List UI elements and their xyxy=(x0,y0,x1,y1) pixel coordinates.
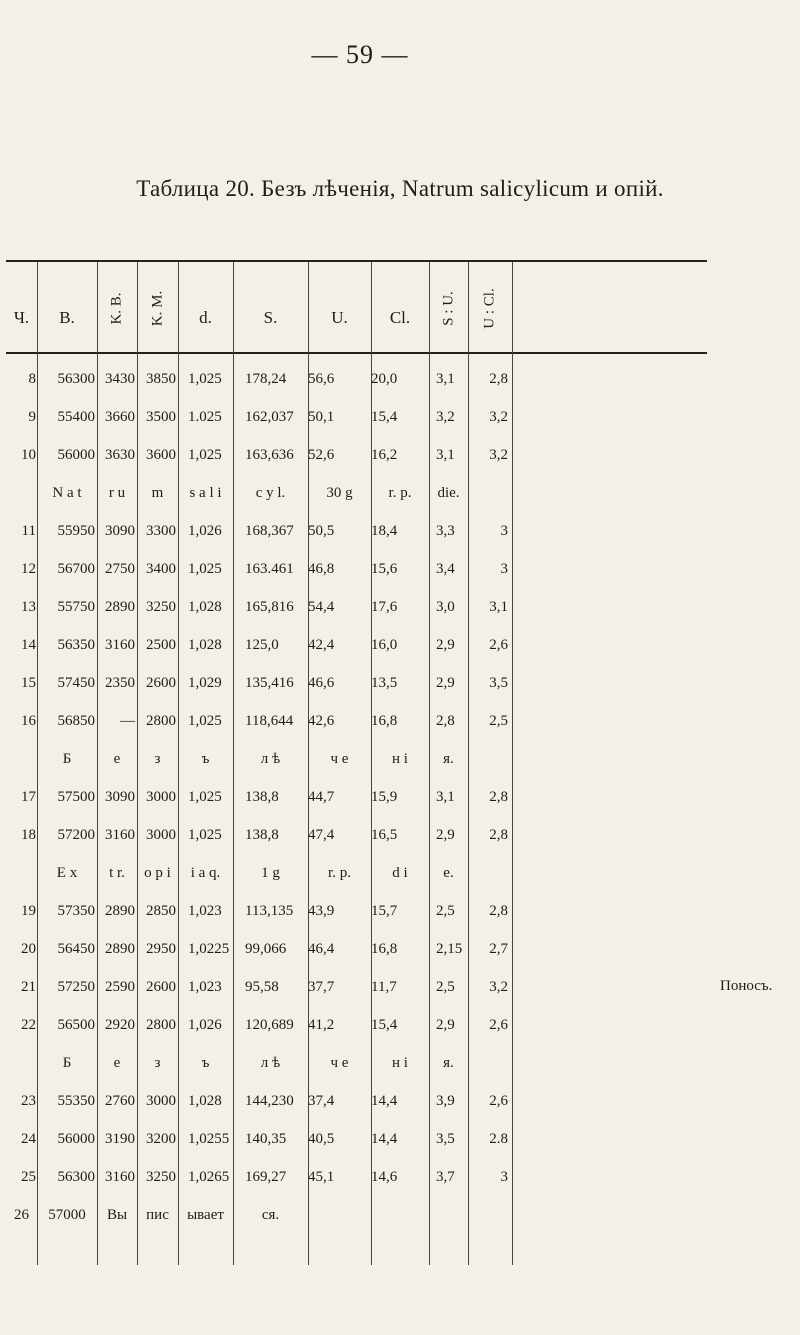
table-cell: 2500 xyxy=(146,637,176,653)
table-cell: я. xyxy=(443,1055,454,1071)
table-cell: Б xyxy=(62,1055,72,1071)
table-cell: 1,026 xyxy=(188,523,222,539)
table-cell: 20,0 xyxy=(371,371,398,387)
table-cell: 16,8 xyxy=(371,713,398,729)
table-cell: 42,6 xyxy=(308,713,335,729)
table-cell: t r. xyxy=(109,865,125,881)
table-cell: ся. xyxy=(261,1207,280,1223)
table-cell: 56500 xyxy=(57,1017,95,1033)
table-cell: 2,6 xyxy=(489,1093,508,1109)
table-cell: з xyxy=(154,751,161,767)
column-rule xyxy=(512,262,513,1265)
table-cell: o p i xyxy=(144,865,171,881)
table-cell: 3,1 xyxy=(489,599,508,615)
table-cell: r. p. xyxy=(328,865,351,881)
table-cell: 1,029 xyxy=(188,675,222,691)
table-cell: 3 xyxy=(500,561,508,577)
table-cell: ывает xyxy=(187,1207,224,1223)
table-cell: s a l i xyxy=(189,485,222,501)
table-cell: 3,1 xyxy=(436,371,455,387)
table-cell: 15,4 xyxy=(371,409,398,425)
table-cell: 165,816 xyxy=(245,599,294,615)
table-cell: 3 xyxy=(500,1169,508,1185)
table-cell: 2350 xyxy=(105,675,135,691)
table-cell: 3,4 xyxy=(436,561,455,577)
table-cell: 1,0255 xyxy=(188,1131,230,1147)
table-cell: 55750 xyxy=(57,599,95,615)
table-cell: e. xyxy=(443,865,454,881)
table-cell: 1,0265 xyxy=(188,1169,230,1185)
table-cell: 44,7 xyxy=(308,789,335,805)
table-cell: 55950 xyxy=(57,523,95,539)
row-note: Поносъ. xyxy=(720,978,773,994)
table-cell: 40,5 xyxy=(308,1131,335,1147)
table-cell: 13,5 xyxy=(371,675,398,691)
table-cell: 47,4 xyxy=(308,827,335,843)
table-title: Таблица 20. Безъ лѣченія, Natrum salicylicum и опій. xyxy=(136,176,664,201)
table-cell: л ѣ xyxy=(260,751,281,767)
table-cell: 163,636 xyxy=(245,447,294,463)
table-cell: 3250 xyxy=(146,1169,176,1185)
table-cell: 120,689 xyxy=(245,1017,294,1033)
table-cell: Вы xyxy=(106,1207,128,1223)
table-cell: 1,025 xyxy=(188,713,222,729)
table-cell: 2,5 xyxy=(489,713,508,729)
table-cell: 2,7 xyxy=(489,941,508,957)
table-cell: 2,8 xyxy=(436,713,455,729)
table-cell: 54,4 xyxy=(308,599,335,615)
table-cell: 13 xyxy=(21,599,36,615)
table-cell: 2,9 xyxy=(436,637,455,653)
table-cell: 1,025 xyxy=(188,447,222,463)
table-cell: 21 xyxy=(21,979,36,995)
table-cell: — xyxy=(120,713,135,729)
table-cell: 2600 xyxy=(146,979,176,995)
table-cell: 9 xyxy=(28,409,36,425)
table-cell: 2890 xyxy=(105,599,135,615)
table-cell: 17,6 xyxy=(371,599,398,615)
table-cell: л ѣ xyxy=(260,1055,281,1071)
table-cell: i a q. xyxy=(190,865,221,881)
table-cell: пис xyxy=(146,1207,169,1223)
table-cell: 1,026 xyxy=(188,1017,222,1033)
table-cell: 56300 xyxy=(57,371,95,387)
table-cell: 23 xyxy=(21,1093,36,1109)
table-cell: 19 xyxy=(21,903,36,919)
table-cell: 95,58 xyxy=(245,979,279,995)
table-cell: 30 g xyxy=(326,485,353,501)
table-cell: 56000 xyxy=(57,1131,95,1147)
table-cell: N a t xyxy=(52,485,82,501)
column-header: K. B. xyxy=(108,292,125,325)
table-cell: 3,2 xyxy=(489,409,508,425)
table-cell: 18,4 xyxy=(371,523,398,539)
table-cell: 50,5 xyxy=(308,523,335,539)
table-cell: 26 xyxy=(14,1207,29,1223)
table-cell: ч е xyxy=(330,751,349,767)
table-cell: 56850 xyxy=(57,713,95,729)
table-cell: 3,3 xyxy=(436,523,455,539)
table-cell: 2,6 xyxy=(489,637,508,653)
table-cell: 56300 xyxy=(57,1169,95,1185)
table-cell: 2,8 xyxy=(489,827,508,843)
table-cell: die. xyxy=(437,485,460,501)
table-cell: 3160 xyxy=(105,637,135,653)
table-cell: 56,6 xyxy=(308,371,335,387)
table-cell: н і xyxy=(392,751,408,767)
table-cell: 2,8 xyxy=(489,371,508,387)
table-cell: 1 g xyxy=(261,865,280,881)
table-cell: Б xyxy=(62,751,72,767)
table-cell: 178,24 xyxy=(245,371,287,387)
table-cell: з xyxy=(154,1055,161,1071)
table-cell: 138,8 xyxy=(245,827,279,843)
table-cell: 16,5 xyxy=(371,827,398,843)
table-cell: 2890 xyxy=(105,903,135,919)
table-cell: 57000 xyxy=(48,1207,86,1223)
table-cell: 15 xyxy=(21,675,36,691)
table-cell: 138,8 xyxy=(245,789,279,805)
table-cell: 24 xyxy=(21,1131,36,1147)
table-cell: 3160 xyxy=(105,827,135,843)
column-header: d. xyxy=(199,308,212,327)
table-cell: 15,6 xyxy=(371,561,398,577)
table-cell: 2850 xyxy=(146,903,176,919)
page-number: — 59 — xyxy=(311,40,409,69)
table-cell: 2,9 xyxy=(436,675,455,691)
table-cell: 15,9 xyxy=(371,789,398,805)
table-cell: 2800 xyxy=(146,713,176,729)
table-cell: 43,9 xyxy=(308,903,335,919)
table-cell: 41,2 xyxy=(308,1017,335,1033)
table-cell: 3,1 xyxy=(436,789,455,805)
table-cell: 3,9 xyxy=(436,1093,455,1109)
table-cell: 56000 xyxy=(57,447,95,463)
table-cell: 3660 xyxy=(105,409,135,425)
table-cell: 113,135 xyxy=(245,903,294,919)
table-cell: 57450 xyxy=(57,675,95,691)
table-cell: m xyxy=(151,485,164,501)
table-cell: 56350 xyxy=(57,637,95,653)
table-cell: 3000 xyxy=(146,789,176,805)
table-cell: 3000 xyxy=(146,1093,176,1109)
table-cell: 144,230 xyxy=(245,1093,294,1109)
table-cell: 2,9 xyxy=(436,1017,455,1033)
table-cell: 15,7 xyxy=(371,903,398,919)
table-cell: 22 xyxy=(21,1017,36,1033)
table-cell: е xyxy=(113,1055,121,1071)
table-cell: н і xyxy=(392,1055,408,1071)
table-cell: 3,5 xyxy=(489,675,508,691)
table-cell: е xyxy=(113,751,121,767)
column-header: Cl. xyxy=(389,308,411,327)
table-cell: 45,1 xyxy=(308,1169,335,1185)
table-cell: 3090 xyxy=(105,789,135,805)
table-cell: 2.8 xyxy=(489,1131,508,1147)
table-cell: 42,4 xyxy=(308,637,335,653)
column-header: U : Cl. xyxy=(481,288,498,329)
table-cell: 55350 xyxy=(57,1093,95,1109)
table-cell: 2750 xyxy=(105,561,135,577)
table-cell: 118,644 xyxy=(245,713,294,729)
table-cell: r. p. xyxy=(388,485,412,501)
table-cell: 16 xyxy=(21,713,36,729)
table-cell: 3,1 xyxy=(436,447,455,463)
table-cell: 1,023 xyxy=(188,903,222,919)
table-cell: ч е xyxy=(330,1055,349,1071)
table-cell: 15,4 xyxy=(371,1017,398,1033)
table-cell: 3,5 xyxy=(436,1131,455,1147)
column-header: S. xyxy=(263,308,278,327)
column-header: Ч. xyxy=(13,308,30,327)
table-cell: 16,0 xyxy=(371,637,398,653)
column-header: S : U. xyxy=(440,291,456,326)
table-cell: 1,025 xyxy=(188,561,222,577)
table-cell: r u xyxy=(108,485,126,501)
table-cell: 1,025 xyxy=(188,371,222,387)
table-cell: 3250 xyxy=(146,599,176,615)
table-cell: E x xyxy=(56,865,78,881)
table-cell: 55400 xyxy=(57,409,95,425)
table-cell: 56700 xyxy=(57,561,95,577)
table-cell: ъ xyxy=(201,751,210,767)
table-cell: 8 xyxy=(28,371,36,387)
table-cell: 57350 xyxy=(57,903,95,919)
table-cell: 2,5 xyxy=(436,903,455,919)
table-cell: 20 xyxy=(21,941,36,957)
table-cell: 57250 xyxy=(57,979,95,995)
table-cell: 2890 xyxy=(105,941,135,957)
table-cell: 163.461 xyxy=(245,561,294,577)
table-cell: 16,2 xyxy=(371,447,398,463)
table-cell: 3160 xyxy=(105,1169,135,1185)
table-cell: 1,028 xyxy=(188,637,222,653)
table-cell: 2590 xyxy=(105,979,135,995)
table-cell: c y l. xyxy=(255,485,286,501)
table-cell: 46,4 xyxy=(308,941,335,957)
table-cell: 1,0225 xyxy=(188,941,230,957)
table-cell: 168,367 xyxy=(245,523,294,539)
table-cell: 52,6 xyxy=(308,447,335,463)
table-cell: 2,15 xyxy=(436,941,463,957)
column-header: B. xyxy=(59,308,75,327)
table-cell: 1,025 xyxy=(188,789,222,805)
column-header: K. M. xyxy=(149,290,165,327)
table-cell: 2,5 xyxy=(436,979,455,995)
table-cell: 2760 xyxy=(105,1093,135,1109)
table-cell: 57200 xyxy=(57,827,95,843)
table-cell: 3600 xyxy=(146,447,176,463)
table-cell: 2,8 xyxy=(489,903,508,919)
table-cell: 3,0 xyxy=(436,599,455,615)
table-cell: 3630 xyxy=(105,447,135,463)
table-cell: 3,2 xyxy=(489,979,508,995)
table-cell: 17 xyxy=(21,789,36,805)
table-cell: 3090 xyxy=(105,523,135,539)
table-cell: 46,8 xyxy=(308,561,335,577)
table-cell: 10 xyxy=(21,447,36,463)
table-cell: 3850 xyxy=(146,371,176,387)
table-cell: d i xyxy=(392,865,408,881)
table-cell: 37,4 xyxy=(308,1093,335,1109)
table-cell: 3,2 xyxy=(489,447,508,463)
table-cell: 57500 xyxy=(57,789,95,805)
table-cell: 3200 xyxy=(146,1131,176,1147)
table-cell: 169,27 xyxy=(245,1169,287,1185)
table-cell: 46,6 xyxy=(308,675,335,691)
table-cell: 99,066 xyxy=(245,941,287,957)
table-cell: 2,6 xyxy=(489,1017,508,1033)
table-cell: 18 xyxy=(21,827,36,843)
table-cell: 16,8 xyxy=(371,941,398,957)
table-cell: 162,037 xyxy=(245,409,294,425)
table-cell: 135,416 xyxy=(245,675,294,691)
header-bottom-rule xyxy=(6,352,707,354)
table-cell: 2800 xyxy=(146,1017,176,1033)
table-cell: ъ xyxy=(201,1055,210,1071)
table-cell: 1,028 xyxy=(188,1093,222,1109)
table-cell: 14 xyxy=(21,637,36,653)
table-cell: 14,4 xyxy=(371,1131,398,1147)
table-cell: 14,4 xyxy=(371,1093,398,1109)
table-cell: 140,35 xyxy=(245,1131,287,1147)
table-cell: 1,028 xyxy=(188,599,222,615)
table-cell: 2920 xyxy=(105,1017,135,1033)
table-cell: 56450 xyxy=(57,941,95,957)
table-cell: 1,025 xyxy=(188,827,222,843)
table-cell: 3,2 xyxy=(436,409,455,425)
table-cell: 3430 xyxy=(105,371,135,387)
table-cell: 2,8 xyxy=(489,789,508,805)
table-cell: 3400 xyxy=(146,561,176,577)
table-cell: 25 xyxy=(21,1169,36,1185)
table-cell: я. xyxy=(443,751,454,767)
table-cell: 50,1 xyxy=(308,409,335,425)
table-cell: 3190 xyxy=(105,1131,135,1147)
table-cell: 3 xyxy=(500,523,508,539)
table-cell: 14,6 xyxy=(371,1169,398,1185)
column-header: U. xyxy=(331,308,348,327)
table-cell: 2950 xyxy=(146,941,176,957)
table-cell: 2600 xyxy=(146,675,176,691)
table-cell: 12 xyxy=(21,561,36,577)
table-cell: 1.025 xyxy=(188,409,222,425)
table-top-rule xyxy=(6,260,707,262)
table-cell: 2,9 xyxy=(436,827,455,843)
table-cell: 1,023 xyxy=(188,979,222,995)
table-cell: 3300 xyxy=(146,523,176,539)
table-cell: 3,7 xyxy=(436,1169,455,1185)
table-cell: 11 xyxy=(21,523,36,539)
table-cell: 11,7 xyxy=(371,979,397,995)
table-cell: 3000 xyxy=(146,827,176,843)
table-cell: 125,0 xyxy=(245,637,279,653)
table-cell: 3500 xyxy=(146,409,176,425)
table-cell: 37,7 xyxy=(308,979,335,995)
